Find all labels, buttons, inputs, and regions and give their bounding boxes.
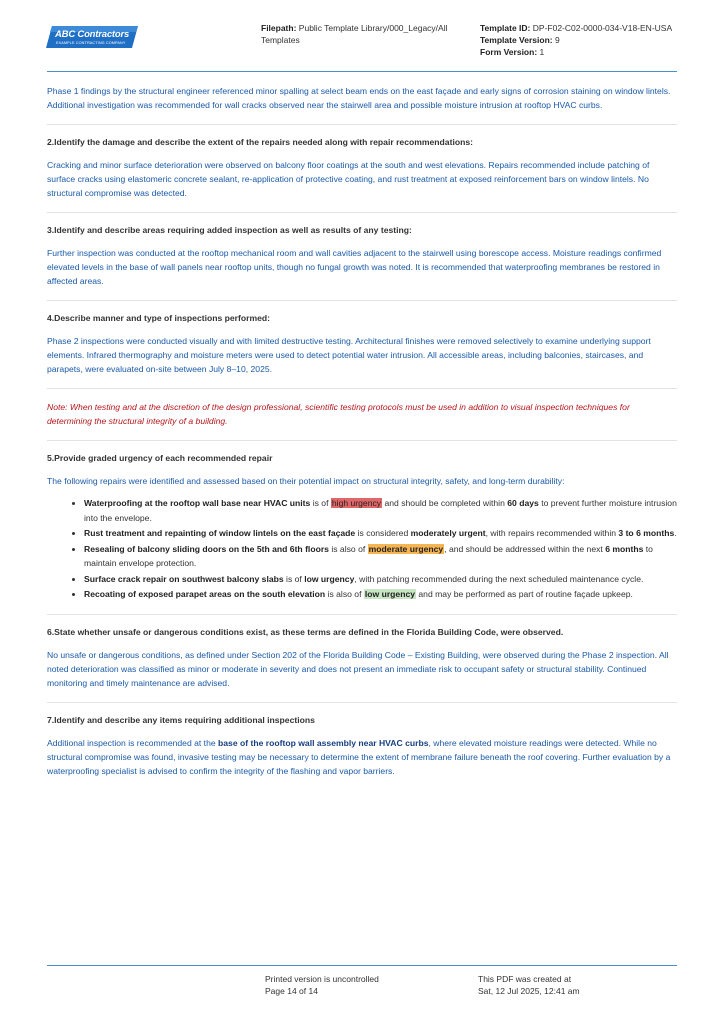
urgency-badge-low: low urgency [364, 589, 416, 599]
section-2-question: 2.Identify the damage and describe the extent of the repairs needed along with repair recommendations: [47, 137, 473, 147]
section-3-answer: Further inspection was conducted at the rooftop mechanical room and wall cavities adjacent to the stairwell using borescope access. Moisture readings confirmed elevated levels in the base of wall panels near rooftop units, though no fungal growth was noted. It is recommended that waterproofing membranes be restored in affected areas. [47, 248, 662, 286]
urgency-level: moderately urgent [410, 528, 486, 538]
template-id-line [480, 22, 690, 34]
section-5-intro: The following repairs were identified and assessed based on their potential impact on structural integrity, safety, and long-term durability: [47, 476, 565, 486]
repair-text: , with patching recommended during the next scheduled maintenance cycle. [354, 573, 644, 584]
repair-item: Surface crack repair on southwest balcony slabs [84, 573, 284, 584]
testing-note: Note: When testing and at the discretion of the design professional, scientific testing protocols must be used in addition to visual inspection techniques for determining the structural integrity of a building. [47, 402, 630, 426]
template-version-line [480, 34, 690, 46]
template-id-value: DP-F02-C02-0000-034-V18-EN-USA [532, 23, 673, 33]
repair-timeframe: 6 months [605, 543, 644, 554]
section-divider [47, 300, 677, 301]
header-template-meta [480, 22, 690, 58]
repair-text: is also of [325, 589, 364, 599]
repair-text: is of [310, 498, 331, 508]
section-divider [47, 702, 677, 703]
form-version-value: 1 [539, 47, 545, 57]
repair-timeframe: 60 days [507, 498, 539, 508]
section-4-question: 4.Describe manner and type of inspections performed: [47, 313, 271, 323]
repair-text: to maintain envelope protection. [84, 543, 653, 568]
template-version-label: Template Version: [480, 35, 553, 45]
list-item [84, 542, 677, 571]
repair-text: is also of [328, 543, 368, 554]
answer-text: , where elevated moisture readings were detected. While no structural compromise was found, invasive testing may be necessary to determine the extent of membrane failure beneath the roof covering. Further evaluation by a waterproofing specialist is advised to confirm the integrity of the flashing and vapor barriers. [47, 737, 671, 776]
section-7-answer [47, 736, 677, 778]
list-item [84, 572, 677, 587]
urgency-badge-high: high urgency [331, 498, 382, 508]
report-content [47, 84, 677, 778]
repair-text: , and should be addressed within the next [444, 543, 606, 554]
section-divider [47, 124, 677, 125]
urgency-level: low urgency [304, 573, 355, 584]
footer-page-info [265, 973, 445, 997]
repair-urgency-list [47, 496, 677, 602]
section-6-answer: No unsafe or dangerous conditions, as defined under Section 202 of the Florida Building Code – Existing Building, were observed during the Phase 2 inspection. All noted deterioration was classified as minor or moderate in severity and does not present an immediate risk to occupant safety or structural stability. Continued monitoring and timely maintenance are advised. [47, 649, 669, 688]
section-divider [47, 614, 677, 615]
section-divider [47, 440, 677, 441]
company-logo [46, 26, 138, 48]
repair-timeframe: 3 to 6 months [618, 528, 675, 538]
footer-divider [47, 965, 677, 966]
template-id-label: Template ID: [480, 23, 531, 33]
list-item [84, 496, 677, 525]
form-version-line [480, 46, 690, 58]
repair-text: is considered [355, 528, 411, 538]
repair-text: and may be performed as part of routine façade upkeep. [416, 589, 633, 599]
form-version-label: Form Version: [480, 47, 538, 57]
filepath-value: Public Template Library/000_Legacy/All Templates [261, 23, 448, 45]
template-version-value: 9 [554, 35, 560, 45]
section-6-question: 6.State whether unsafe or dangerous conditions exist, as these terms are defined in the Florida Building Code, were observed. [47, 626, 564, 637]
list-item [84, 587, 677, 602]
section-divider [47, 212, 677, 213]
logo-tagline: EXAMPLE CONTRACTING COMPANY [56, 41, 126, 45]
section-5-question: 5.Provide graded urgency of each recommended repair [47, 453, 273, 463]
section-2-answer: Cracking and minor surface deterioration were observed on balcony floor coatings at the south and west elevations. Repairs recommended include patching of surface cracks using elastomeric concrete sealant, re-application of protective coating, and rust treatment at exposed reinforcement bars on window lintels. No structural compromise was detected. [47, 160, 650, 198]
list-item [84, 526, 677, 541]
answer-emphasis: base of the rooftop wall assembly near HVAC curbs [218, 737, 429, 748]
repair-item: Rust treatment and repainting of window lintels on the east façade [84, 528, 356, 538]
repair-text: , with repairs recommended within [485, 528, 619, 538]
repair-item: Waterproofing at the rooftop wall base near HVAC units [84, 498, 311, 508]
repair-item: Resealing of balcony sliding doors on the 5th and 6th floors [84, 543, 329, 554]
section-7-question: 7.Identify and describe any items requiring additional inspections [47, 714, 315, 725]
uncontrolled-notice: Printed version is uncontrolled [265, 974, 379, 984]
created-timestamp: Sat, 12 Jul 2025, 12:41 am [478, 986, 580, 996]
section-4-answer: Phase 2 inspections were conducted visually and with limited destructive testing. Architectural finishes were removed selectively to examine underlying support elements. Infrared thermography and moisture meters were used to detect potential water intrusion. All accessible areas, including balconies, staircases, and parapets, were evaluated on-site between July 8–10, 2025. [47, 336, 651, 374]
footer-created-info [478, 973, 678, 997]
logo-name: ABC Contractors [55, 29, 130, 40]
created-label: This PDF was created at [478, 974, 572, 984]
header-filepath [261, 22, 461, 46]
repair-item: Recoating of exposed parapet areas on the south elevation [84, 589, 326, 599]
repair-text: is of [283, 573, 305, 584]
repair-text: . [674, 528, 677, 538]
page-number: Page 14 of 14 [265, 986, 318, 996]
intro-answer: Phase 1 findings by the structural engineer referenced minor spalling at select beam ends on the east façade and early signs of corrosion staining on window lintels. Additional investigation was recommended for wall cracks observed near the stairwell area and possible moisture intrusion at rooftop HVAC curbs. [47, 86, 671, 110]
repair-text: and should be completed within [382, 498, 508, 508]
answer-text: Additional inspection is recommended at the [47, 737, 219, 748]
repair-text: to prevent further moisture intrusion into the envelope. [84, 498, 677, 523]
header-divider [47, 71, 677, 72]
filepath-label: Filepath: [261, 23, 297, 33]
urgency-badge-moderate: moderate urgency [368, 543, 444, 554]
section-3-question: 3.Identify and describe areas requiring added inspection as well as results of any testing: [47, 225, 412, 235]
section-divider [47, 388, 677, 389]
